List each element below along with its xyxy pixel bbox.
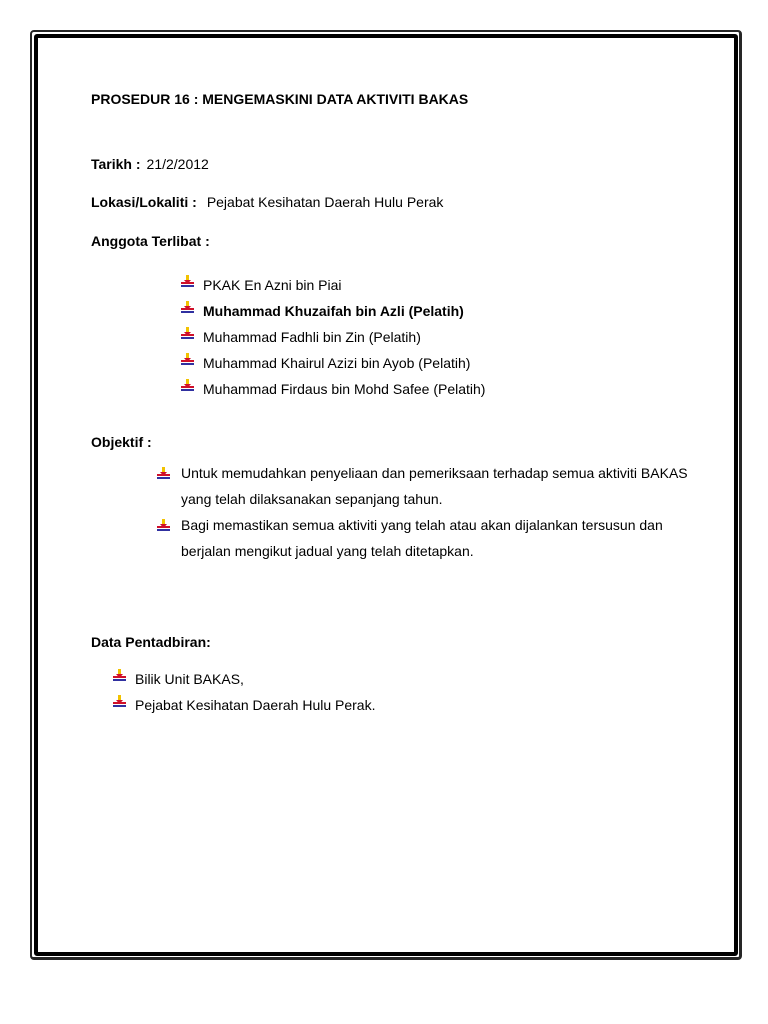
arrow-bullet-icon bbox=[181, 275, 194, 287]
lokasi-label: Lokasi/Lokaliti : bbox=[91, 194, 197, 210]
anggota-label: Anggota Terlibat : bbox=[91, 233, 210, 249]
list-item bbox=[181, 376, 485, 402]
arrow-bullet-icon bbox=[181, 379, 194, 391]
objektif-item bbox=[157, 460, 701, 512]
lokasi-row bbox=[91, 194, 443, 210]
objektif-text: Bagi memastikan semua aktiviti yang telah atau akan dijalankan tersusun dan berjalan mengikut jadual yang telah ditetapkan. bbox=[181, 517, 663, 559]
arrow-bullet-icon bbox=[181, 301, 194, 313]
list-item bbox=[181, 298, 485, 324]
tarikh-label: Tarikh : bbox=[91, 156, 141, 172]
arrow-bullet-icon bbox=[113, 695, 126, 707]
pentadbiran-text: Pejabat Kesihatan Daerah Hulu Perak. bbox=[135, 697, 376, 713]
list-item bbox=[113, 666, 375, 692]
list-item bbox=[113, 692, 375, 718]
anggota-list bbox=[181, 272, 485, 402]
objektif-item bbox=[157, 512, 701, 564]
member-name: Muhammad Khuzaifah bin Azli (Pelatih) bbox=[203, 303, 464, 319]
objektif-label: Objektif : bbox=[91, 434, 152, 450]
member-name: Muhammad Firdaus bin Mohd Safee (Pelatih) bbox=[203, 381, 486, 397]
objektif-text: Untuk memudahkan penyeliaan dan pemeriksaan terhadap semua aktiviti BAKAS yang telah dilaksanakan sepanjang tahun. bbox=[181, 465, 688, 507]
tarikh-row bbox=[91, 156, 209, 172]
arrow-bullet-icon bbox=[181, 353, 194, 365]
page-title: PROSEDUR 16 : MENGEMASKINI DATA AKTIVITI BAKAS bbox=[91, 91, 469, 107]
arrow-bullet-icon bbox=[181, 327, 194, 339]
pentadbiran-list bbox=[113, 666, 375, 718]
lokasi-value: Pejabat Kesihatan Daerah Hulu Perak bbox=[206, 194, 444, 210]
pentadbiran-label: Data Pentadbiran: bbox=[91, 634, 211, 650]
member-name: Muhammad Khairul Azizi bin Ayob (Pelatih) bbox=[203, 355, 471, 371]
tarikh-value: 21/2/2012 bbox=[146, 156, 209, 172]
list-item bbox=[181, 350, 485, 376]
list-item bbox=[181, 324, 485, 350]
member-name: Muhammad Fadhli bin Zin (Pelatih) bbox=[203, 329, 421, 345]
arrow-bullet-icon bbox=[157, 519, 170, 531]
list-item bbox=[181, 272, 485, 298]
pentadbiran-text: Bilik Unit BAKAS, bbox=[135, 671, 244, 687]
member-name: PKAK En Azni bin Piai bbox=[203, 277, 342, 293]
arrow-bullet-icon bbox=[113, 669, 126, 681]
arrow-bullet-icon bbox=[157, 467, 170, 479]
